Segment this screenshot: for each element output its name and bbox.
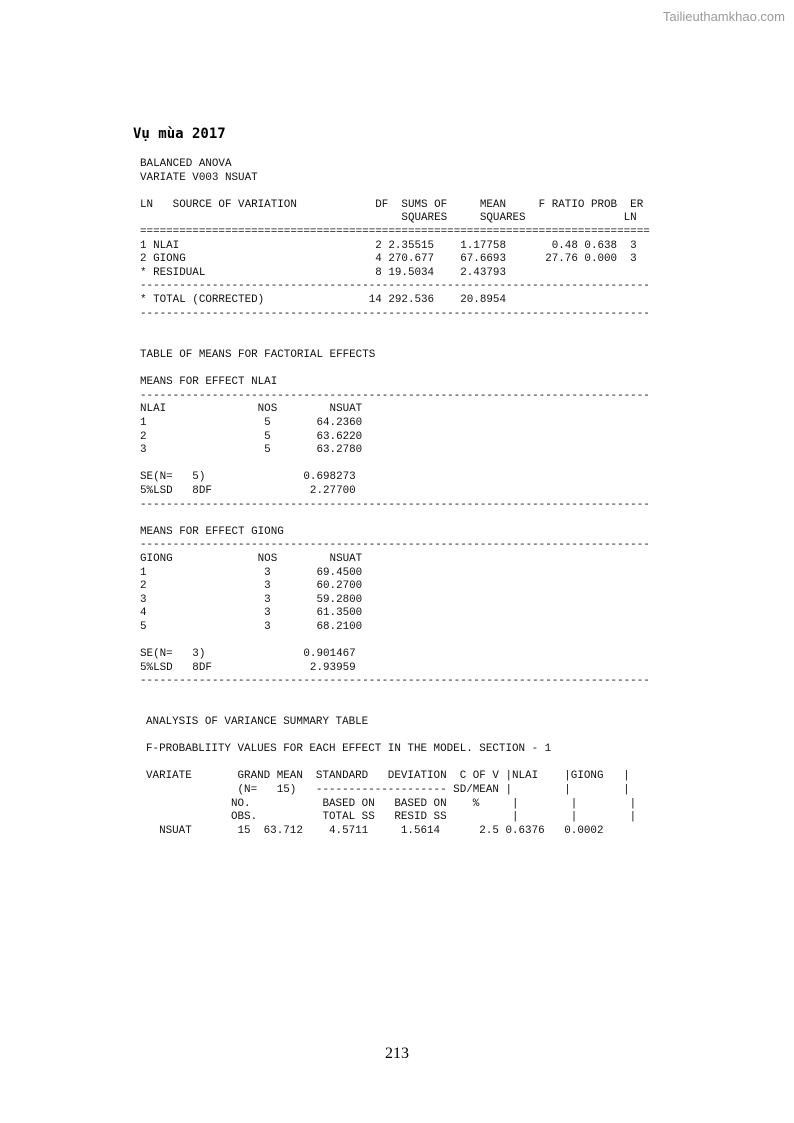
output-line: GIONG NOS NSUAT	[140, 552, 363, 565]
output-line: * RESIDUAL 8 19.5034 2.43793	[140, 266, 506, 279]
output-line: ANALYSIS OF VARIANCE SUMMARY TABLE	[146, 716, 369, 728]
output-line: MEANS FOR EFFECT GIONG	[140, 525, 284, 538]
output-line: NSUAT 15 63.712 4.5711 1.5614 2.5 0.6376 0.0002	[146, 824, 604, 837]
output-line: BALANCED ANOVA	[140, 158, 232, 170]
anova-summary-table	[146, 716, 636, 838]
output-line: 2 3 60.2700	[140, 580, 363, 593]
output-line: 2 5 63.6220	[140, 430, 363, 443]
output-line: MEANS FOR EFFECT NLAI	[140, 376, 278, 389]
output-line: NLAI NOS NSUAT	[140, 403, 363, 416]
output-line: 1 5 64.2360	[140, 416, 363, 429]
output-line: VARIATE GRAND MEAN STANDARD DEVIATION C OF V |NLAI |GIONG |	[146, 770, 630, 783]
output-line: SQUARES SQUARES LN	[140, 212, 637, 225]
output-line: VARIATE V003 NSUAT	[140, 171, 258, 184]
output-line: ------------------------------------------------------------------------------	[140, 539, 650, 552]
output-line: 1 NLAI 2 2.35515 1.17758 0.48 0.638 3	[140, 239, 637, 252]
output-line: (N= 15) -------------------- SD/MEAN | | |	[146, 783, 630, 796]
output-line: 3 5 63.2780	[140, 444, 363, 457]
page-title: Vụ mùa 2017	[133, 126, 226, 142]
output-line: F-PROBABLIITY VALUES FOR EACH EFFECT IN THE MODEL. SECTION - 1	[146, 743, 552, 756]
output-line: LN SOURCE OF VARIATION DF SUMS OF MEAN F RATIO PROB ER	[140, 198, 644, 211]
output-line: 1 3 69.4500	[140, 566, 363, 579]
output-line: SE(N= 3) 0.901467	[140, 648, 356, 661]
output-line: 2 GIONG 4 270.677 67.6693 27.76 0.000 3	[140, 253, 637, 266]
output-line: NO. BASED ON BASED ON % | | |	[146, 797, 637, 810]
output-line: ------------------------------------------------------------------------------	[140, 307, 650, 320]
watermark: Tailieuthamkhao.com	[662, 9, 785, 24]
output-line: * TOTAL (CORRECTED) 14 292.536 20.8954	[140, 293, 506, 306]
output-line: ------------------------------------------------------------------------------	[140, 280, 650, 293]
output-line: ------------------------------------------------------------------------------	[140, 675, 650, 688]
anova-table	[140, 158, 650, 321]
output-line: 4 3 61.3500	[140, 607, 363, 620]
output-line: 3 3 59.2800	[140, 593, 363, 606]
output-line: ------------------------------------------------------------------------------	[140, 498, 650, 511]
output-line: OBS. TOTAL SS RESID SS | | |	[146, 811, 637, 824]
output-line: SE(N= 5) 0.698273	[140, 471, 356, 484]
output-line: 5 3 68.2100	[140, 620, 363, 633]
output-line: 5%LSD 8DF 2.27700	[140, 484, 356, 497]
page-number: 213	[385, 1045, 409, 1062]
output-line: ==============================================================================	[140, 225, 650, 238]
output-line: TABLE OF MEANS FOR FACTORIAL EFFECTS	[140, 349, 376, 361]
output-line: ------------------------------------------------------------------------------	[140, 389, 650, 402]
means-tables	[140, 349, 650, 689]
output-line: 5%LSD 8DF 2.93959	[140, 661, 356, 674]
